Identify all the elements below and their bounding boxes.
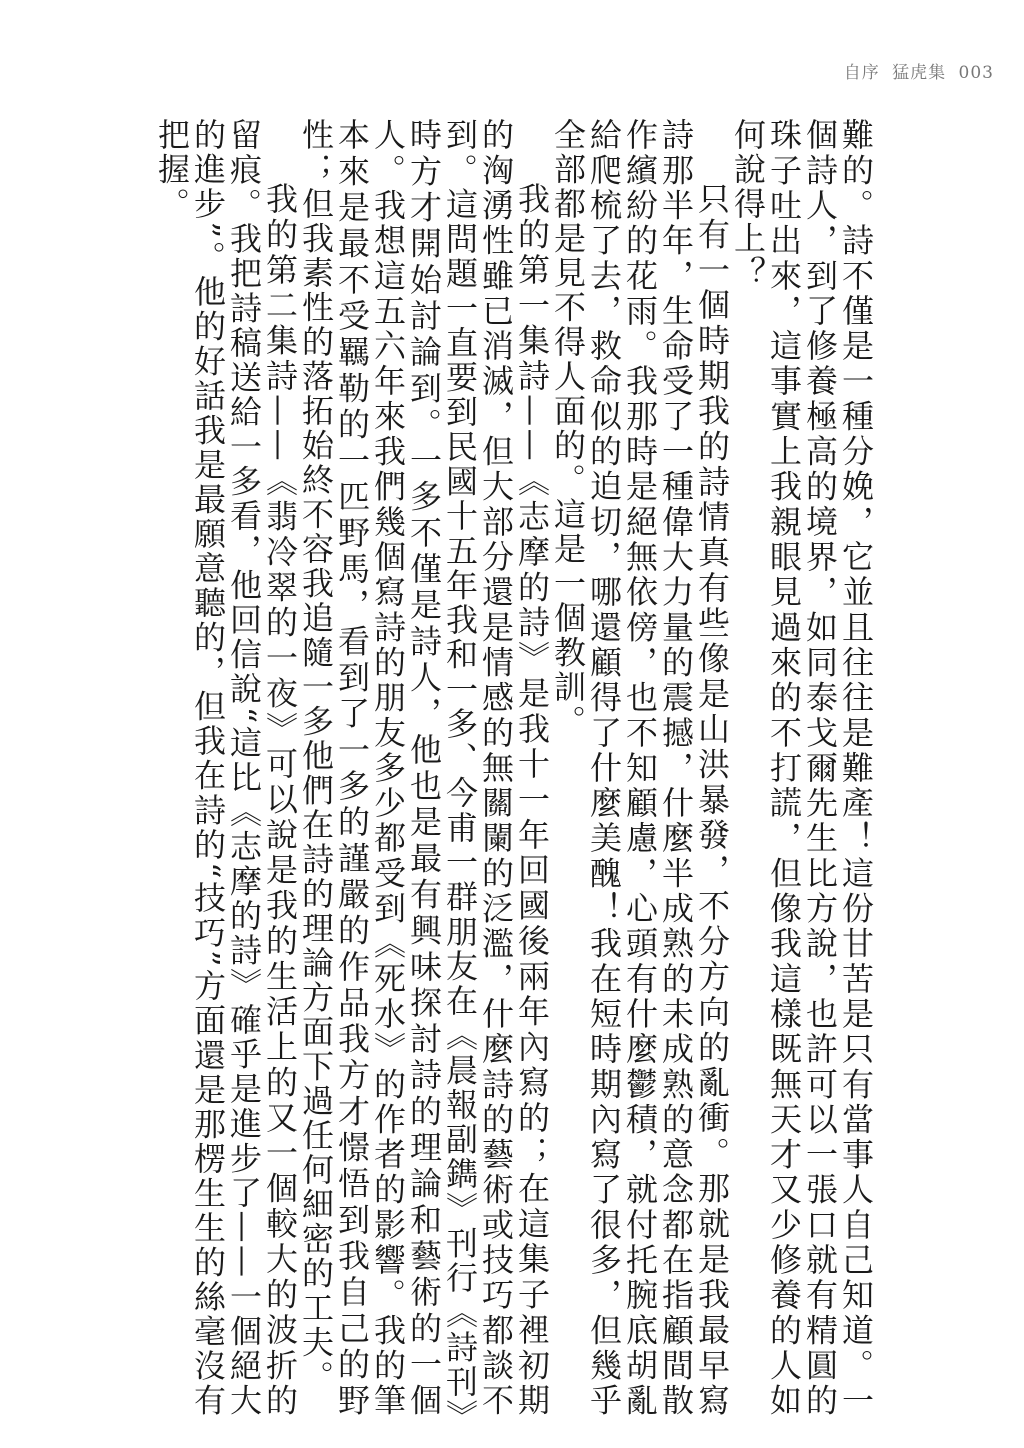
paragraph-4: 我的第二集詩——《翡冷翠的一夜》可以說是我的生活上的又一個較大的波折的留痕。我把詩稿送給一多看，他回信說“這比《志摩的詩》確乎是進步了——一個絕大的進步”。他的好話我是最願意聽的，但我在詩的“技巧”方面還是那楞生生的絲毫沒有把握。 — [153, 118, 299, 1418]
body-text — [134, 118, 874, 1418]
paragraph-2: 只有一個時期我的詩情真有些像是山洪暴發，不分方向的亂衝。那就是我最早寫詩那半年，生命受了一種偉大力量的震撼，什麼半成熟的未成熟的意念都在指顧間散作繽紛的花雨。我那時是絕無依傍，也不知顧慮，心頭有什麼鬱積，就付托腕底胡亂給爬梳了去，救命似的迫切，哪還顧得了什麼美醜！我在短時期內寫了很多，但幾乎全部都是見不得人面的。這是一個教訓。 — [549, 118, 731, 1418]
running-header — [838, 58, 994, 83]
header-page-number: 003 — [958, 63, 994, 83]
header-section: 自序 — [843, 63, 880, 83]
paragraph-1: 難的。詩不僅是一種分娩，它並且往往是難產！這份甘苦是只有當事人自己知道。一個詩人，到了修養極高的境界，如同泰戈爾先生比方說，也許可以一張口就有精圓的珠子吐出來，這事實上我親眼見過來的不打謊，但像我這樣既無天才又少修養的人如何說得上？ — [729, 118, 875, 1418]
header-book-title: 猛虎集 — [892, 63, 947, 83]
paragraph-3: 我的第一集詩——《志摩的詩》是我十一年回國後兩年內寫的；在這集子裡初期的洶湧性雖已消滅，但大部分還是情感的無關闌的泛濫，什麼詩的藝術或技巧都談不到。這問題一直要到民國十五年我和一多、今甫一群朋友在《晨報副鐫》刊行《詩刊》時方才開始討論到。一多不僅是詩人，他也是最有興味探討詩的理論和藝術的一個人。我想這五六年來我們幾個寫詩的朋友多少都受到《死水》的作者的影響。我的筆本來是最不受羈勒的一匹野馬，看到了一多的謹嚴的作品我方才憬悟到我自己的野性；但我素性的落拓始終不容我追隨一多他們在詩的理論方面下過任何細密的工夫。 — [297, 118, 551, 1418]
